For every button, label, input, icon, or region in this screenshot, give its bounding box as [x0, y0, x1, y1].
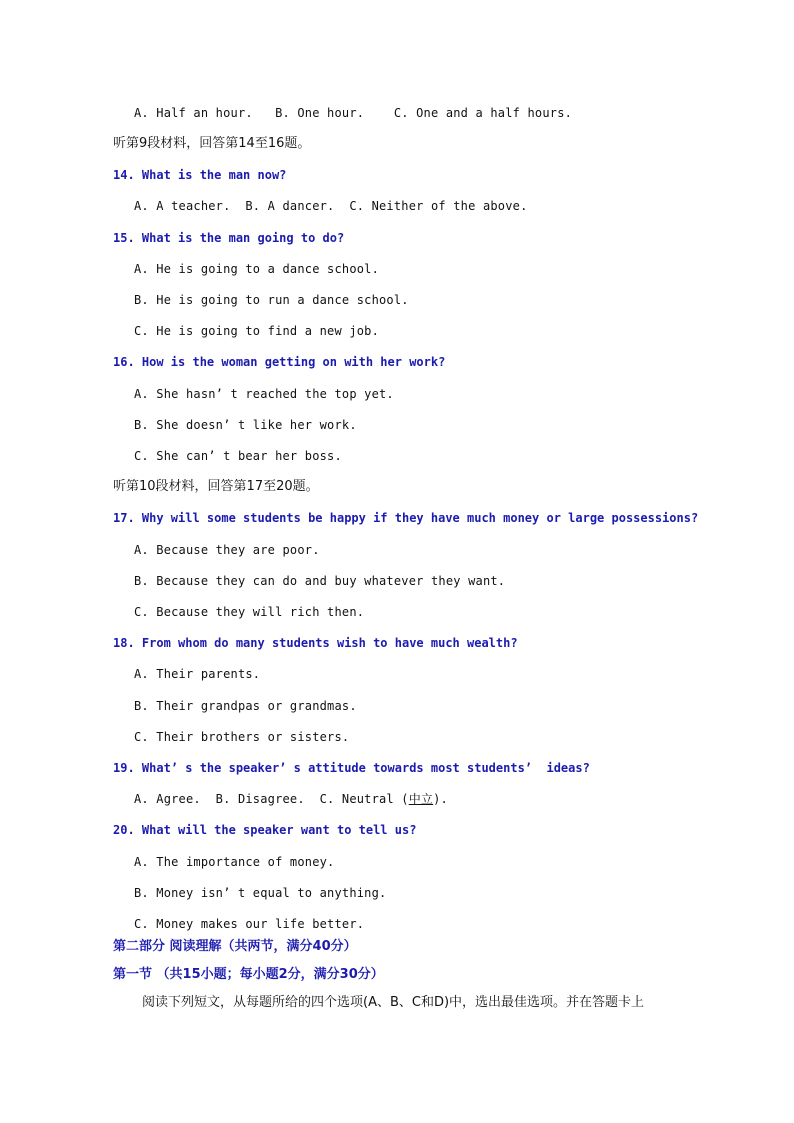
question-16-option-c: C. She can’ t bear her boss. — [134, 449, 342, 463]
question-18-option-a: A. Their parents. — [134, 667, 261, 681]
question-18-option-b: B. Their grandpas or grandmas. — [134, 699, 357, 713]
question-18: 18. From whom do many students wish to have much wealth? — [113, 636, 518, 650]
question-14-options: A. A teacher. B. A dancer. C. Neither of the above. — [134, 199, 528, 213]
neutral-chinese-term: 中立 — [408, 792, 434, 806]
question-15: 15. What is the man going to do? — [113, 231, 345, 245]
question-19-options — [134, 791, 448, 807]
question-14: 14. What is the man now? — [113, 168, 287, 182]
question-20-option-b: B. Money isn’ t equal to anything. — [134, 886, 387, 900]
question-18-option-c: C. Their brothers or sisters. — [134, 730, 350, 744]
question-20-option-c: C. Money makes our life better. — [134, 917, 365, 931]
section-9-instruction: 听第9段材料，回答第14至16题。 — [113, 136, 311, 151]
question-20: 20. What will the speaker want to tell us? — [113, 823, 417, 837]
question-19-options-text: A. Agree. B. Disagree. C. Neutral ( — [134, 792, 409, 806]
question-17-option-a: A. Because they are poor. — [134, 543, 320, 557]
question-15-option-b: B. He is going to run a dance school. — [134, 293, 409, 307]
question-19: 19. What’ s the speaker’ s attitude towards most students’ ideas? — [113, 761, 590, 775]
question-17: 17. Why will some students be happy if they have much money or large possessions? — [113, 511, 699, 525]
section-10-instruction: 听第10段材料，回答第17至20题。 — [113, 479, 319, 494]
question-15-option-a: A. He is going to a dance school. — [134, 262, 380, 276]
reading-instruction: 阅读下列短文，从每题所给的四个选项(A、B、C和D)中，选出最佳选项。并在答题卡上 — [142, 995, 645, 1010]
line-13-options: A. Half an hour. B. One hour. C. One and a half hours. — [134, 106, 573, 120]
question-17-option-b: B. Because they can do and buy whatever they want. — [134, 574, 506, 588]
question-17-option-c: C. Because they will rich then. — [134, 605, 365, 619]
question-19-options-end: ). — [433, 792, 448, 806]
question-16-option-b: B. She doesn’ t like her work. — [134, 418, 357, 432]
question-15-option-c: C. He is going to find a new job. — [134, 324, 380, 338]
section-1-heading: 第一节 （共15小题；每小题2分，满分30分） — [113, 967, 384, 982]
question-16-option-a: A. She hasn’ t reached the top yet. — [134, 387, 394, 401]
question-16: 16. How is the woman getting on with her work? — [113, 355, 446, 369]
question-20-option-a: A. The importance of money. — [134, 855, 335, 869]
part-2-heading: 第二部分 阅读理解（共两节，满分40分） — [113, 939, 357, 954]
